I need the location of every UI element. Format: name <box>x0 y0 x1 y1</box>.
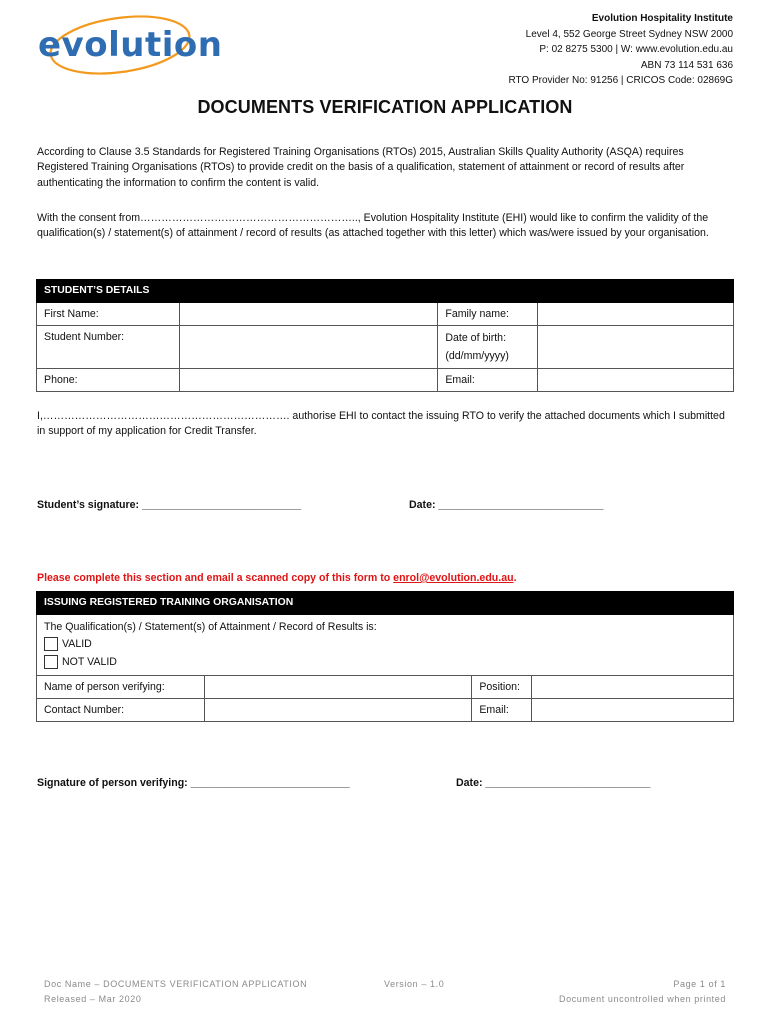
page-title: DOCUMENTS VERIFICATION APPLICATION <box>197 97 573 117</box>
family-name-field[interactable] <box>538 303 734 326</box>
evolution-logo <box>34 12 223 78</box>
valid-option[interactable] <box>44 635 726 653</box>
status-label: The Qualification(s) / Statement(s) of Attainment / Record of Results is: <box>44 621 377 633</box>
org-contact: P: 02 8275 5300 | W: www.evolution.edu.au <box>539 44 733 56</box>
footer-uncontrolled: Document uncontrolled when printed <box>559 994 726 1004</box>
student-number-label: Student Number: <box>37 326 180 369</box>
family-name-label: Family name: <box>438 303 538 326</box>
org-address: Level 4, 552 George Street Sydney NSW 2000 <box>525 28 733 40</box>
phone-label: Phone: <box>37 369 180 392</box>
email-field[interactable] <box>538 369 734 392</box>
phone-field[interactable] <box>179 369 438 392</box>
notice-end: . <box>513 572 517 584</box>
valid-checkbox[interactable] <box>44 637 58 651</box>
not-valid-label: NOT VALID <box>62 656 117 668</box>
authorisation-statement: I,……………………………………………………………. authorise EHI to contact the issuing RTO to verify the attached documents which I submitted in support of my application for Credit Transfer. <box>37 410 725 438</box>
rto-email-field[interactable] <box>532 699 734 722</box>
rto-email-label: Email: <box>472 699 532 722</box>
logo-wordmark: evolution <box>38 25 223 65</box>
logo-graphic <box>34 12 223 78</box>
position-label: Position: <box>472 676 532 699</box>
notice-text: Please complete this section and email a scanned copy of this form to <box>37 572 394 584</box>
student-details-table <box>36 279 734 392</box>
not-valid-checkbox[interactable] <box>44 655 58 669</box>
position-field[interactable] <box>532 676 734 699</box>
verifier-signature-line[interactable]: Signature of person verifying: ___________________________ <box>37 777 350 789</box>
org-rto: RTO Provider No: 91256 | CRICOS Code: 02869G <box>508 75 733 87</box>
footer-version: Version – 1.0 <box>384 979 445 989</box>
student-number-field[interactable] <box>179 326 438 369</box>
org-abn: ABN 73 114 531 636 <box>640 59 733 71</box>
footer-page-info <box>559 977 726 1007</box>
enrol-email-link[interactable]: enrol@evolution.edu.au <box>393 572 514 584</box>
email-instruction <box>37 572 517 584</box>
rto-verification-table <box>36 591 734 722</box>
dob-format: (dd/mm/yyyy) <box>445 350 509 362</box>
first-name-field[interactable] <box>179 303 438 326</box>
verifier-date-line[interactable]: Date: ____________________________ <box>456 777 651 789</box>
footer-doc-name: Doc Name – DOCUMENTS VERIFICATION APPLICATION <box>44 979 308 989</box>
name-verifying-label: Name of person verifying: <box>37 676 205 699</box>
consent-paragraph: With the consent from…………………………………………………….., Evolution Hospitality Institute (EHI) would like to confirm the validity of the qualification(s) / statement(s) of attainment / record of results (as attached together with this letter) which was/were issued by your organisation. <box>37 212 709 240</box>
contact-number-field[interactable] <box>204 699 472 722</box>
first-name-label: First Name: <box>37 303 180 326</box>
organisation-details <box>508 11 733 89</box>
valid-label: VALID <box>62 638 92 650</box>
status-cell <box>37 615 734 676</box>
student-section-header: STUDENT’S DETAILS <box>37 280 734 303</box>
name-verifying-field[interactable] <box>204 676 472 699</box>
footer-page-number: Page 1 of 1 <box>673 979 726 989</box>
dob-field[interactable] <box>538 326 734 369</box>
contact-number-label: Contact Number: <box>37 699 205 722</box>
not-valid-option[interactable] <box>44 653 726 671</box>
student-date-line[interactable]: Date: ____________________________ <box>409 499 604 511</box>
dob-label-cell <box>438 326 538 369</box>
footer-released: Released – Mar 2020 <box>44 994 142 1004</box>
intro-paragraph: According to Clause 3.5 Standards for Registered Training Organisations (RTOs) 2015, Australian Skills Quality Authority (ASQA) requires Registered Training Organisations (RTOs) to provide credit on the basis of a qualification, statement of attainment or record of results after authenticating the information to confirm the content is valid. <box>37 146 685 189</box>
rto-section-header: ISSUING REGISTERED TRAINING ORGANISATION <box>37 592 734 615</box>
student-signature-line[interactable]: Student’s signature: ___________________________ <box>37 499 302 511</box>
dob-label: Date of birth: <box>445 332 507 344</box>
footer-doc-info <box>44 977 307 1007</box>
org-name: Evolution Hospitality Institute <box>591 13 733 24</box>
email-label: Email: <box>438 369 538 392</box>
